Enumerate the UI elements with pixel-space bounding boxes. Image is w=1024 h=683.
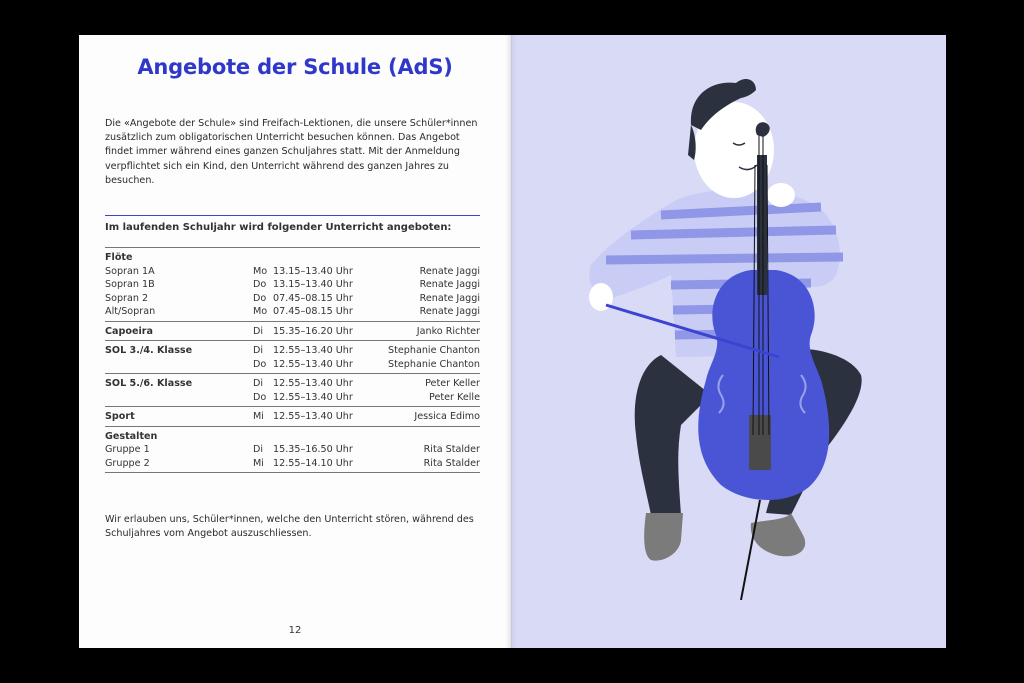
teacher-cell: Renate Jaggi	[419, 292, 480, 304]
table-row	[105, 377, 480, 391]
schedule-group	[105, 322, 480, 342]
table-row	[105, 358, 480, 372]
table-row	[105, 278, 480, 292]
time-cell: 12.55–13.40 Uhr	[273, 411, 353, 422]
table-row	[105, 292, 480, 306]
table-row	[105, 410, 480, 424]
day-cell: Mi	[253, 411, 264, 422]
course-cell: Gruppe 1	[105, 444, 150, 455]
time-cell: 07.45–08.15 Uhr	[273, 292, 353, 304]
time-cell: 12.55–13.40 Uhr	[273, 345, 353, 356]
page-number: 12	[288, 625, 302, 636]
course-cell: Sopran 1A	[105, 265, 155, 277]
teacher-cell: Renate Jaggi	[419, 279, 480, 290]
cellist-illustration	[511, 35, 946, 648]
intro-paragraph: Die «Angebote der Schule» sind Freifach-Lektionen, die unsere Schüler*innen zusätzlich zum obligatorischen Unterricht besuchen können. Das Angebot findet immer während eines ganzen Schuljahres statt. Mit der Anmeldung verpflichtet sich ein Kind, den Unterricht während des ganzen Jahres zu besuchen.	[105, 118, 478, 186]
teacher-cell: Janko Richter	[416, 325, 480, 337]
teacher-cell: Rita Stalder	[423, 444, 480, 455]
day-cell: Di	[253, 325, 264, 337]
schedule-group	[105, 407, 480, 427]
teacher-cell: Peter Keller	[425, 378, 480, 389]
time-cell: 15.35–16.20 Uhr	[273, 325, 353, 337]
teacher-cell: Stephanie Chanton	[388, 358, 480, 370]
table-row	[105, 430, 480, 444]
course-cell: SOL 3./4. Klasse	[105, 345, 193, 356]
course-cell: Flöte	[105, 252, 133, 263]
right-page	[511, 35, 946, 648]
table-heading: Im laufenden Schuljahr wird folgender Unterricht angeboten:	[105, 215, 480, 233]
teacher-cell: Renate Jaggi	[419, 265, 480, 277]
time-cell: 13.15–13.40 Uhr	[273, 279, 353, 290]
day-cell: Do	[253, 279, 267, 290]
schedule-group	[105, 374, 480, 407]
table-row	[105, 265, 480, 279]
left-page	[79, 35, 511, 648]
day-cell: Do	[253, 391, 267, 403]
table-row	[105, 344, 480, 358]
table-row	[105, 391, 480, 405]
course-cell: SOL 5./6. Klasse	[105, 378, 193, 389]
schedule-table	[105, 247, 480, 473]
closing-paragraph: Wir erlauben uns, Schüler*innen, welche den Unterricht stören, während des Schuljahres vom Angebot auszuschliessen.	[105, 514, 474, 540]
table-row	[105, 305, 480, 319]
time-cell: 13.15–13.40 Uhr	[273, 265, 353, 277]
teacher-cell: Renate Jaggi	[419, 306, 480, 317]
day-cell: Di	[253, 378, 264, 389]
time-cell: 12.55–13.40 Uhr	[273, 358, 353, 370]
time-cell: 12.55–14.10 Uhr	[273, 457, 353, 469]
course-cell: Gestalten	[105, 430, 158, 442]
table-row	[105, 251, 480, 265]
schedule-group	[105, 427, 480, 474]
day-cell: Do	[253, 358, 267, 370]
teacher-cell: Jessica Edimo	[414, 411, 480, 422]
course-cell: Sopran 1B	[105, 279, 155, 290]
shoes	[644, 513, 805, 561]
teacher-cell: Peter Kelle	[429, 391, 480, 403]
course-cell: Alt/Sopran	[105, 306, 156, 317]
teacher-cell: Stephanie Chanton	[388, 345, 480, 356]
day-cell: Di	[253, 345, 264, 356]
day-cell: Di	[253, 444, 264, 455]
schedule-group	[105, 248, 480, 322]
day-cell: Mi	[253, 457, 264, 469]
page-fold	[505, 35, 517, 648]
page-title: Angebote der Schule (AdS)	[137, 55, 453, 79]
table-row	[105, 457, 480, 471]
course-cell: Capoeira	[105, 325, 153, 337]
table-row	[105, 325, 480, 339]
day-cell: Do	[253, 292, 267, 304]
day-cell: Mo	[253, 265, 268, 277]
course-cell: Sport	[105, 411, 135, 422]
time-cell: 12.55–13.40 Uhr	[273, 378, 353, 389]
schedule-group	[105, 341, 480, 374]
time-cell: 07.45–08.15 Uhr	[273, 306, 353, 317]
table-row	[105, 443, 480, 457]
time-cell: 15.35–16.50 Uhr	[273, 444, 353, 455]
teacher-cell: Rita Stalder	[423, 457, 480, 469]
course-cell: Gruppe 2	[105, 457, 150, 469]
course-cell: Sopran 2	[105, 292, 149, 304]
day-cell: Mo	[253, 306, 268, 317]
time-cell: 12.55–13.40 Uhr	[273, 391, 353, 403]
